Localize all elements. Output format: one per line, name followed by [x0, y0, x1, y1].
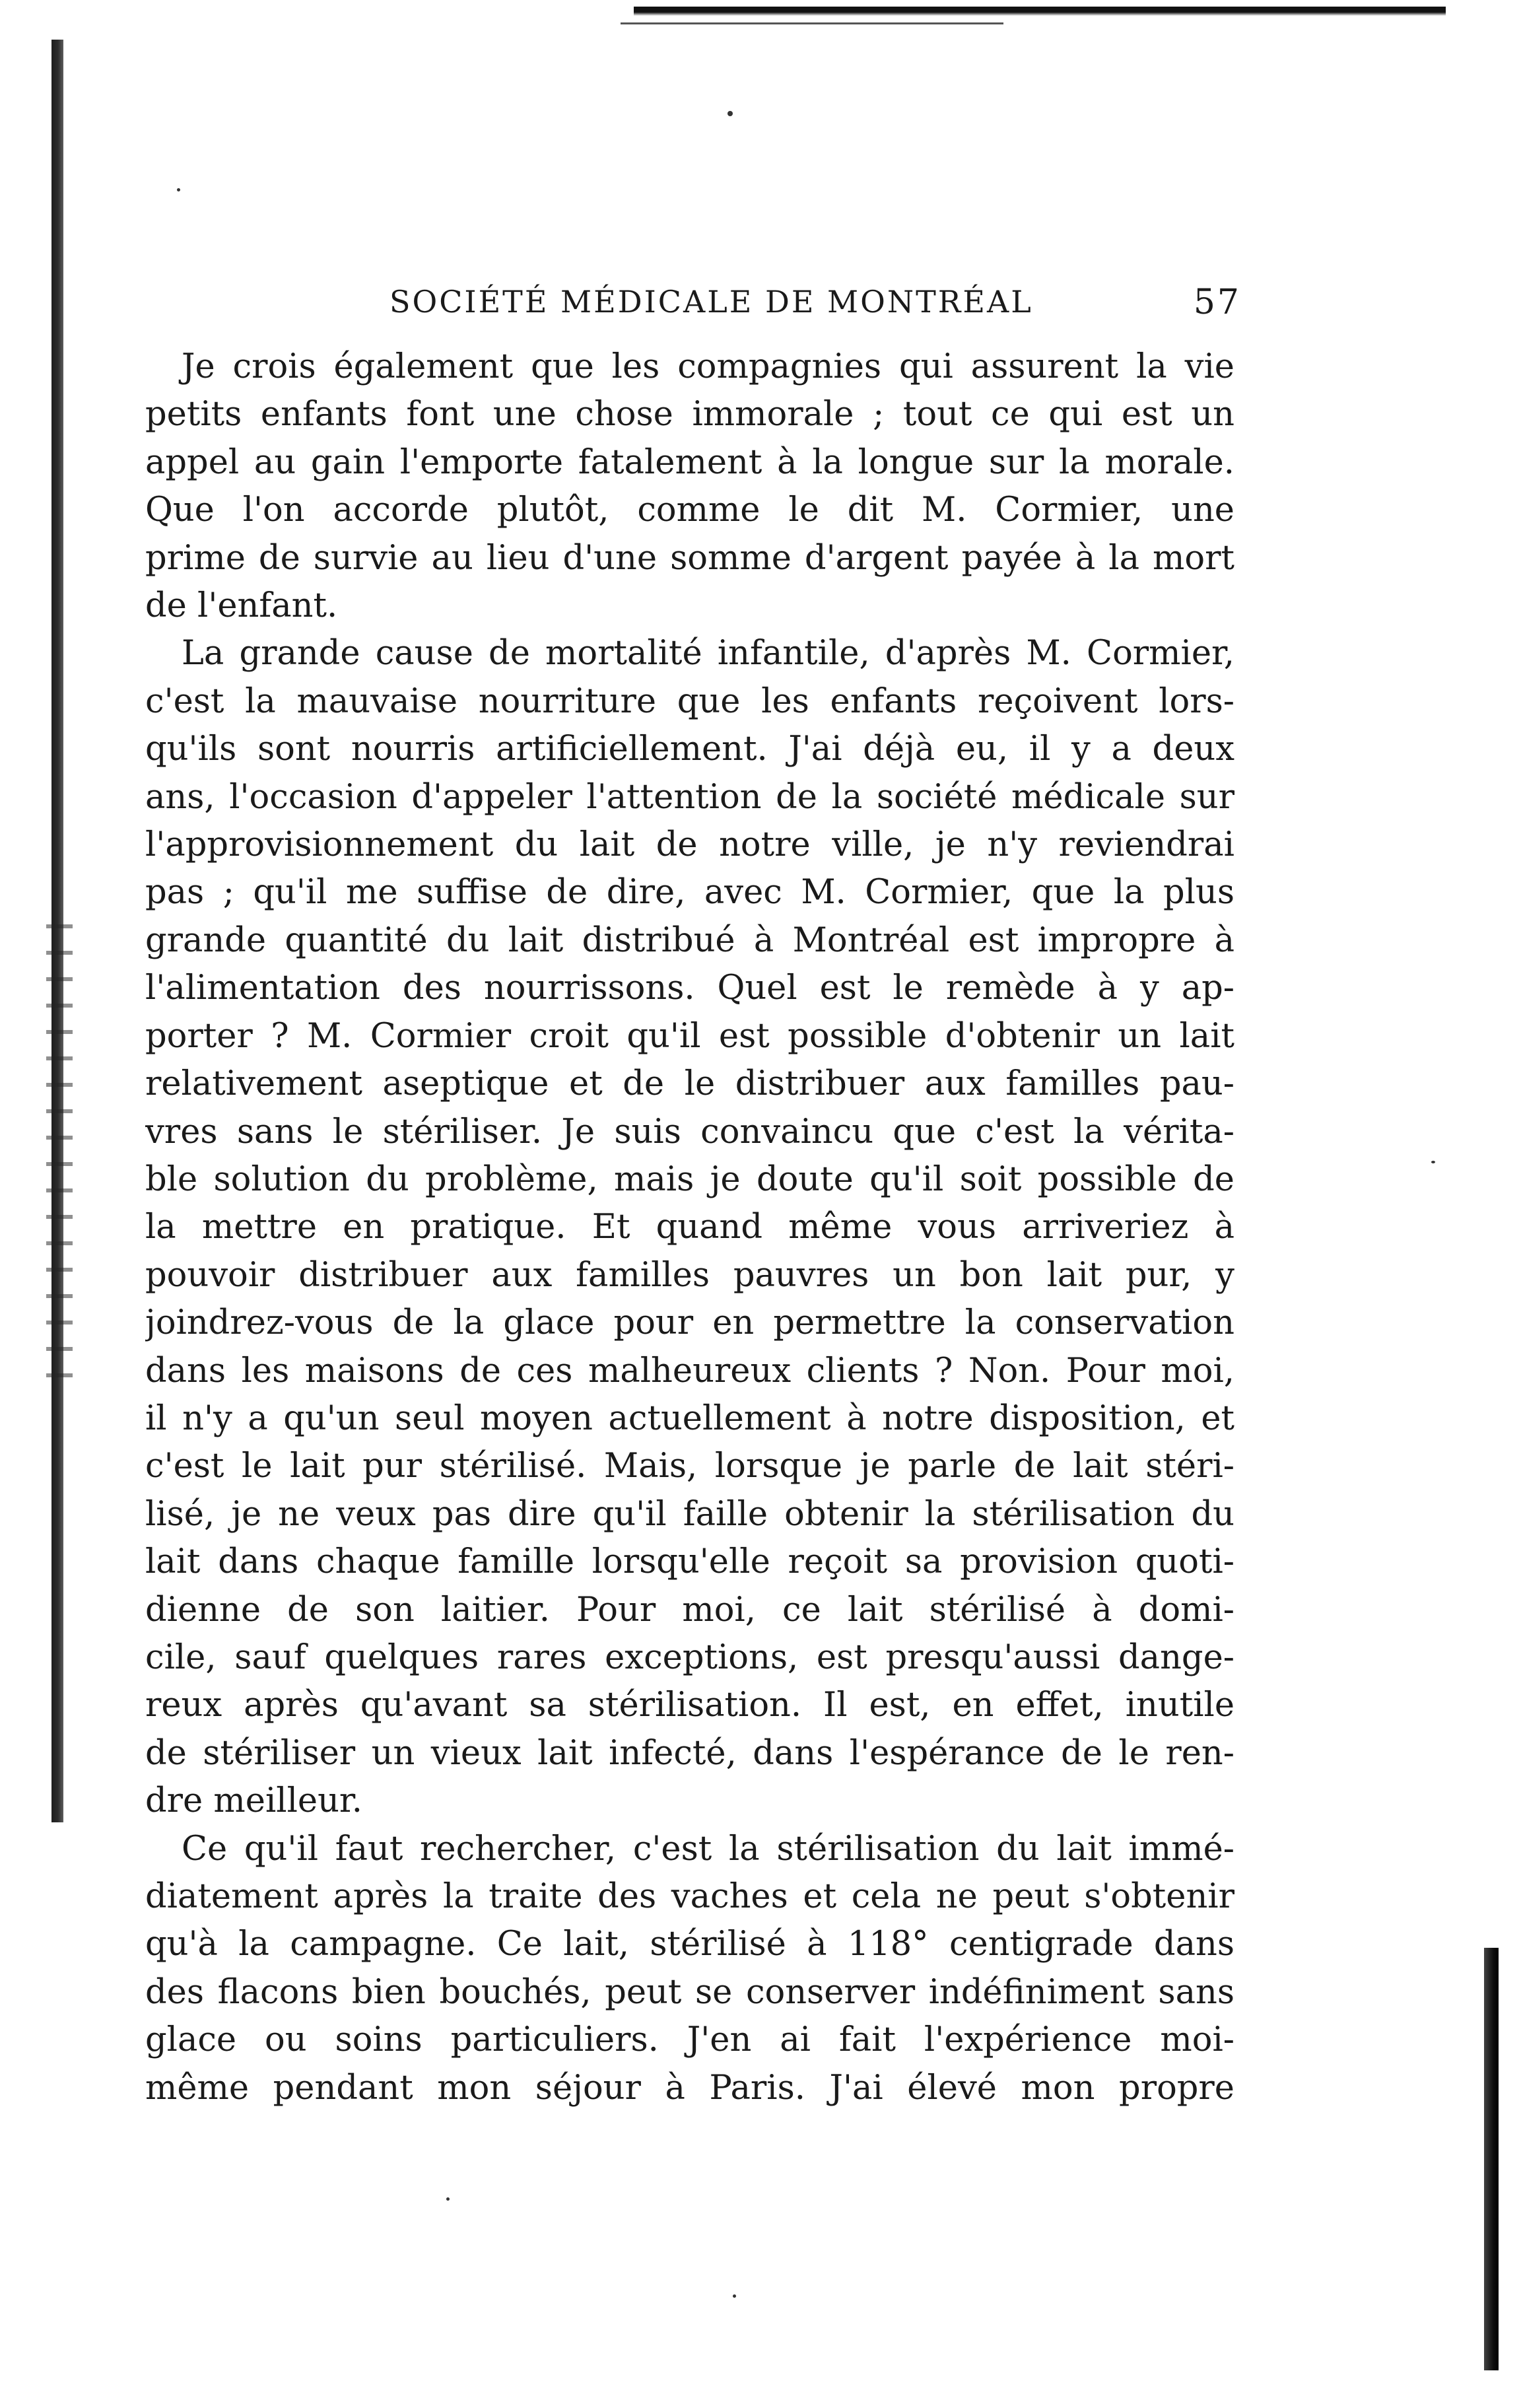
text-line: l'alimentation des nourrissons. Quel est le remède à y ap- [145, 969, 1234, 1008]
text-line: joindrez-vous de la glace pour en permettre la conservation [145, 1303, 1234, 1343]
text-line: même pendant mon séjour à Paris. J'ai élevé mon propre [145, 2068, 1234, 2108]
running-title: SOCIÉTÉ MÉDICALE DE MONTRÉAL [389, 284, 1033, 320]
text-line: La grande cause de mortalité infantile, d'après M. Cormier, [182, 634, 1234, 673]
text-line: Ce qu'il faut rechercher, c'est la stérilisation du lait immé- [182, 1829, 1234, 1869]
text-line: lisé, je ne veux pas dire qu'il faille obtenir la stérilisation du [145, 1494, 1234, 1534]
text-line: vres sans le stériliser. Je suis convaincu que c'est la vérita- [145, 1112, 1234, 1152]
paragraph [145, 630, 1234, 1825]
scan-speck [733, 2294, 736, 2298]
text-line: qu'ils sont nourris artificiellement. J'ai déjà eu, il y a deux [145, 730, 1234, 769]
text-line: de stériliser un vieux lait infecté, dans l'espérance de le ren- [145, 1733, 1234, 1773]
text-line: ble solution du problème, mais je doute qu'il soit possible de [145, 1159, 1234, 1199]
text-line: glace ou soins particuliers. J'en ai fait l'expérience moi- [145, 2020, 1234, 2060]
text-line: cile, sauf quelques rares exceptions, est presqu'aussi dange- [145, 1637, 1234, 1677]
text-line: Je crois également que les compagnies qui assurent la vie [182, 347, 1234, 386]
text-line: porter ? M. Cormier croit qu'il est possible d'obtenir un lait [145, 1016, 1234, 1056]
text-line: pas ; qu'il me suffise de dire, avec M. Cormier, que la plus [145, 873, 1234, 912]
scan-edge-top-thin [621, 22, 1003, 24]
text-line: relativement aseptique et de le distribuer aux familles pau- [145, 1064, 1234, 1104]
text-line: c'est la mauvaise nourriture que les enfants reçoivent lors- [145, 681, 1234, 721]
running-head [145, 283, 1241, 343]
text-line: dans les maisons de ces malheureux clients ? Non. Pour moi, [145, 1351, 1234, 1391]
text-line: lait dans chaque famille lorsqu'elle reçoit sa provision quoti- [145, 1542, 1234, 1582]
text-line: qu'à la campagne. Ce lait, stérilisé à 118° centigrade dans [145, 1925, 1234, 1964]
paragraph [145, 343, 1234, 630]
paragraph [145, 1826, 1234, 2112]
text-line: l'approvisionnement du lait de notre ville, je n'y reviendrai [145, 825, 1234, 865]
text-line: des flacons bien bouchés, peut se conserver indéfiniment sans [145, 1972, 1234, 2012]
text-line: c'est le lait pur stérilisé. Mais, lorsque je parle de lait stéri- [145, 1447, 1234, 1486]
scan-edge-top [634, 7, 1446, 16]
text-line: dienne de son laitier. Pour moi, ce lait stérilisé à domi- [145, 1590, 1234, 1630]
text-line: dre meilleur. [145, 1781, 362, 1821]
text-line: la mettre en pratique. Et quand même vous arriveriez à [145, 1208, 1234, 1247]
scan-speck [446, 2197, 450, 2201]
scan-edge-left-marks [46, 924, 73, 1387]
scan-speck [1431, 1161, 1435, 1163]
text-line: reux après qu'avant sa stérilisation. Il est, en effet, inutile [145, 1686, 1234, 1725]
text-line: petits enfants font une chose immorale ; tout ce qui est un [145, 395, 1234, 434]
text-line: ans, l'occasion d'appeler l'attention de la société médicale sur [145, 777, 1234, 817]
book-page [145, 283, 1241, 2112]
scan-speck [177, 188, 180, 191]
scan-speck [727, 111, 733, 116]
text-line: de l'enfant. [145, 586, 338, 626]
page-number: 57 [1193, 283, 1241, 322]
text-line: pouvoir distribuer aux familles pauvres un bon lait pur, y [145, 1255, 1234, 1295]
text-line: appel au gain l'emporte fatalement à la longue sur la morale. [145, 442, 1234, 482]
text-line: il n'y a qu'un seul moyen actuellement à notre disposition, et [145, 1398, 1234, 1438]
text-line: prime de survie au lieu d'une somme d'argent payée à la mort [145, 538, 1234, 578]
text-line: diatement après la traite des vaches et cela ne peut s'obtenir [145, 1877, 1234, 1916]
text-line: Que l'on accorde plutôt, comme le dit M. Cormier, une [145, 491, 1234, 530]
text-line: grande quantité du lait distribué à Montréal est impropre à [145, 920, 1234, 960]
scan-edge-right [1484, 1948, 1499, 2370]
